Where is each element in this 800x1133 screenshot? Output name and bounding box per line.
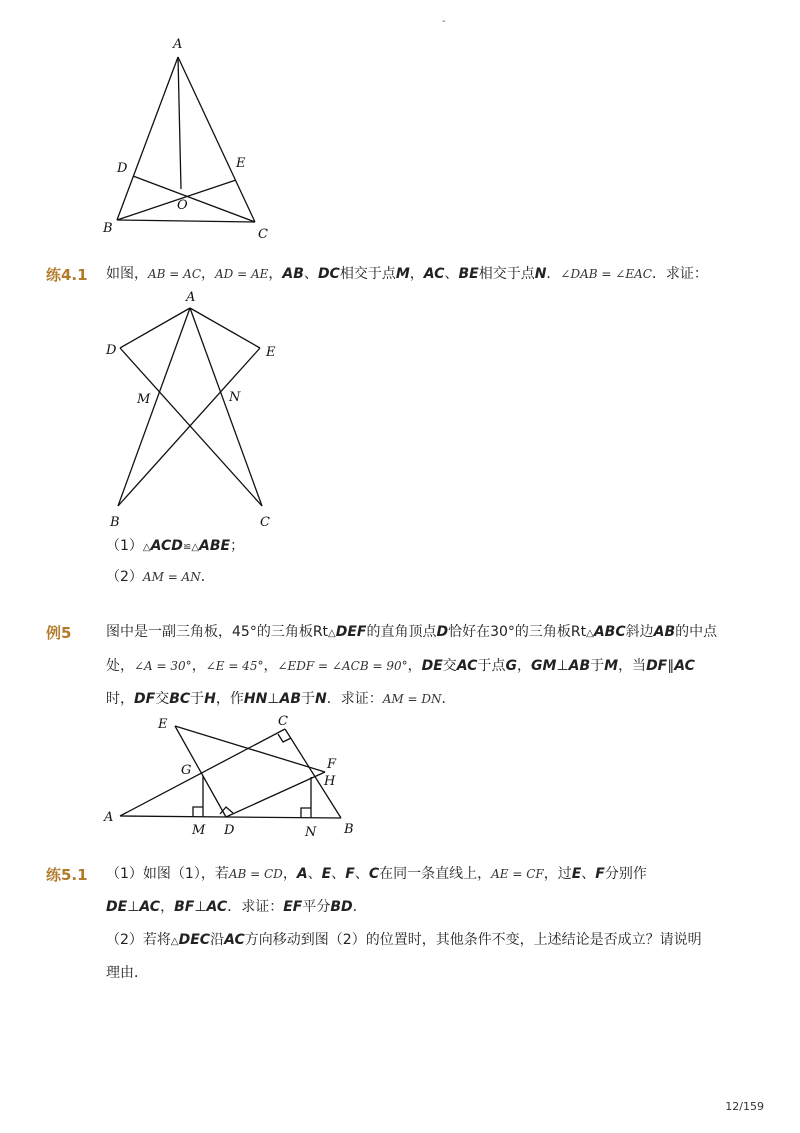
text-run: HN — [243, 691, 268, 707]
text-run: E — [571, 866, 582, 882]
header-mark: - — [442, 16, 446, 27]
text-run: M — [604, 658, 619, 674]
label-e: E — [158, 717, 168, 732]
text-run: E — [321, 866, 332, 882]
text-run: ． — [352, 899, 367, 915]
text-run: 、 — [303, 266, 318, 282]
text-run: BF — [174, 899, 195, 915]
text-run: AB — [279, 691, 302, 707]
text-run: ⊥ — [556, 658, 569, 674]
text-run: 斜边 — [625, 624, 654, 640]
text-run: ． — [441, 691, 456, 707]
segment-df — [226, 772, 325, 817]
label-h: H — [324, 774, 336, 789]
text-run: AC — [423, 266, 445, 282]
segment-ac — [190, 308, 262, 506]
text-run: ∥ — [667, 658, 675, 674]
label-a: A — [173, 37, 183, 52]
exercise-5-1-line4: 理由． — [106, 965, 148, 981]
text-run: ，当 — [618, 658, 647, 674]
text-run: ． — [546, 266, 561, 282]
text-run: AC — [224, 932, 245, 948]
text-run: ∠EDF = ∠ACB = 90° — [277, 659, 408, 673]
text-run: A — [296, 866, 308, 882]
text-run: ， — [268, 266, 283, 282]
text-run: ．求证： — [227, 899, 284, 915]
text-run: DC — [317, 266, 340, 282]
text-run: 、 — [307, 866, 322, 882]
text-run: （1）如图（1），若 — [106, 866, 229, 882]
text-run: 于点 — [477, 658, 506, 674]
text-run: ， — [282, 866, 297, 882]
text-run: DF — [134, 691, 156, 707]
text-run: N — [315, 691, 327, 707]
label-d: D — [224, 823, 235, 838]
text-run: △ — [328, 628, 336, 639]
text-run: D — [436, 624, 449, 640]
page-number: 12/159 — [725, 1100, 764, 1113]
text-run: ⊥ — [267, 691, 280, 707]
text-run: 恰好在30°的三角板Rt — [448, 624, 587, 640]
text-run: ⊥ — [127, 899, 140, 915]
text-run: 图中是一副三角板，45°的三角板Rt — [106, 624, 329, 640]
text-run: F — [345, 866, 355, 882]
text-run: BD — [330, 899, 353, 915]
text-run: （1） — [106, 538, 143, 554]
text-run: 分别作 — [604, 866, 647, 882]
text-run: 、 — [581, 866, 596, 882]
text-run: 在同一条直线上， — [379, 866, 492, 882]
text-run: ； — [230, 538, 245, 554]
right-angle-m — [193, 807, 203, 817]
text-run: AB — [653, 624, 676, 640]
exercise-tag-5-1: 练5.1 — [46, 866, 88, 884]
text-run: F — [595, 866, 605, 882]
text-run: 交 — [155, 691, 170, 707]
text-run: 时， — [106, 691, 134, 707]
label-o: O — [177, 198, 188, 213]
example-5-line3 — [106, 689, 456, 709]
exercise-4-1-part2 — [106, 567, 215, 587]
text-run: 沿 — [210, 932, 225, 948]
label-d: D — [106, 343, 117, 358]
text-run: 如图， — [106, 266, 148, 282]
text-run: ， — [263, 658, 278, 674]
text-run: EF — [283, 899, 303, 915]
text-run: DE — [421, 658, 443, 674]
text-run: 交 — [442, 658, 457, 674]
text-run: AB — [282, 266, 304, 282]
text-run: 于 — [590, 658, 605, 674]
text-run: ， — [407, 658, 422, 674]
text-run: 、 — [444, 266, 459, 282]
text-run: AM = AN — [142, 570, 201, 584]
text-run: N — [534, 266, 547, 282]
text-run: AC — [139, 899, 161, 915]
text-run: AB — [568, 658, 591, 674]
text-run: ． — [200, 569, 215, 585]
text-run: ，过 — [543, 866, 572, 882]
text-run: ∠E = 45° — [205, 659, 264, 673]
text-run: BE — [458, 266, 479, 282]
text-run: ABE — [199, 538, 231, 554]
example-tag-5: 例5 — [46, 624, 72, 642]
text-run: ABC — [593, 624, 626, 640]
label-e: E — [236, 156, 246, 171]
label-e: E — [266, 345, 276, 360]
text-run: AB = CD — [228, 867, 283, 881]
text-run: ， — [160, 899, 175, 915]
segment-eb — [118, 348, 260, 506]
text-run: AB = AC — [148, 267, 202, 281]
text-run: AC — [206, 899, 228, 915]
text-run: C — [368, 866, 380, 882]
label-f: F — [327, 757, 337, 772]
text-run: ， — [516, 658, 531, 674]
text-run: △ — [586, 628, 594, 639]
text-run: ， — [191, 658, 206, 674]
text-run: 、 — [354, 866, 369, 882]
text-run: ≌ — [182, 542, 192, 553]
label-b: B — [344, 822, 354, 837]
right-angle-n — [301, 808, 311, 818]
segment-ab — [117, 57, 178, 220]
label-c: C — [260, 515, 270, 530]
text-run: ∠A = 30° — [134, 659, 192, 673]
text-run: H — [204, 691, 216, 707]
exercise-4-1-part1 — [106, 536, 244, 558]
text-run: ，作 — [215, 691, 244, 707]
text-run: ．求证： — [326, 691, 383, 707]
text-run: AC — [674, 658, 695, 674]
label-a: A — [104, 810, 114, 825]
segment-ad — [120, 308, 190, 348]
label-b: B — [110, 515, 120, 530]
text-run: △ — [170, 936, 179, 947]
text-run: 相交于点 — [478, 266, 535, 282]
text-run: ， — [201, 266, 216, 282]
label-a: A — [186, 290, 196, 305]
segment-ab — [118, 308, 190, 506]
text-run: △ — [142, 542, 151, 553]
text-run: ∠DAB = ∠EAC — [560, 267, 652, 281]
figure-exercise-4-1 — [100, 288, 290, 533]
segment-ab — [120, 816, 341, 818]
example-5-line2 — [106, 656, 695, 676]
exercise-5-1-line3 — [106, 930, 702, 952]
figure-example-5 — [100, 712, 370, 842]
text-run: GM — [530, 658, 557, 674]
text-run: AE = CF — [491, 867, 544, 881]
text-run: 的中点 — [675, 624, 718, 640]
text-run: ， — [409, 266, 424, 282]
text-run: （2）若将 — [106, 932, 171, 948]
label-m: M — [137, 392, 151, 407]
label-d: D — [117, 161, 128, 176]
text-run: △ — [191, 542, 200, 553]
text-run: ．求证： — [651, 266, 708, 282]
text-run: DEC — [178, 932, 211, 948]
text-run: ⊥ — [194, 899, 207, 915]
label-c: C — [258, 227, 268, 242]
text-run: 的直角顶点 — [366, 624, 437, 640]
label-n: N — [229, 390, 241, 405]
segment-ae — [190, 308, 260, 348]
example-5-line1 — [106, 622, 717, 644]
segment-bc — [117, 220, 255, 222]
segment-dc — [120, 348, 262, 506]
segment-ao — [178, 57, 181, 189]
text-run: G — [505, 658, 517, 674]
exercise-5-1-line2 — [106, 897, 367, 917]
text-run: ACD — [150, 538, 183, 554]
text-run: DF — [646, 658, 668, 674]
label-c: C — [278, 714, 288, 729]
text-run: 处， — [106, 658, 134, 674]
label-b: B — [103, 221, 113, 236]
exercise-tag-4-1: 练4.1 — [46, 266, 88, 284]
label-m: M — [192, 823, 206, 838]
text-run: AD = AE — [215, 267, 269, 281]
text-run: DE — [106, 899, 128, 915]
text-run: 于 — [190, 691, 205, 707]
text-run: AC — [456, 658, 478, 674]
text-run: 相交于点 — [339, 266, 396, 282]
label-n: N — [305, 825, 317, 840]
text-run: 于 — [301, 691, 316, 707]
text-run: 方向移动到图（2）的位置时，其他条件不变，上述结论是否成立？请说明 — [244, 932, 702, 948]
text-run: M — [395, 266, 410, 282]
text-run: 、 — [331, 866, 346, 882]
text-run: （2） — [106, 569, 143, 585]
text-run: BC — [169, 691, 191, 707]
label-g: G — [181, 763, 192, 778]
figure-triangle-abc-o — [100, 35, 280, 245]
text-run: DEF — [335, 624, 367, 640]
text-run: AM = DN — [382, 692, 442, 706]
exercise-4-1-statement — [106, 264, 708, 284]
exercise-5-1-line1 — [106, 864, 647, 884]
text-run: 平分 — [302, 899, 331, 915]
